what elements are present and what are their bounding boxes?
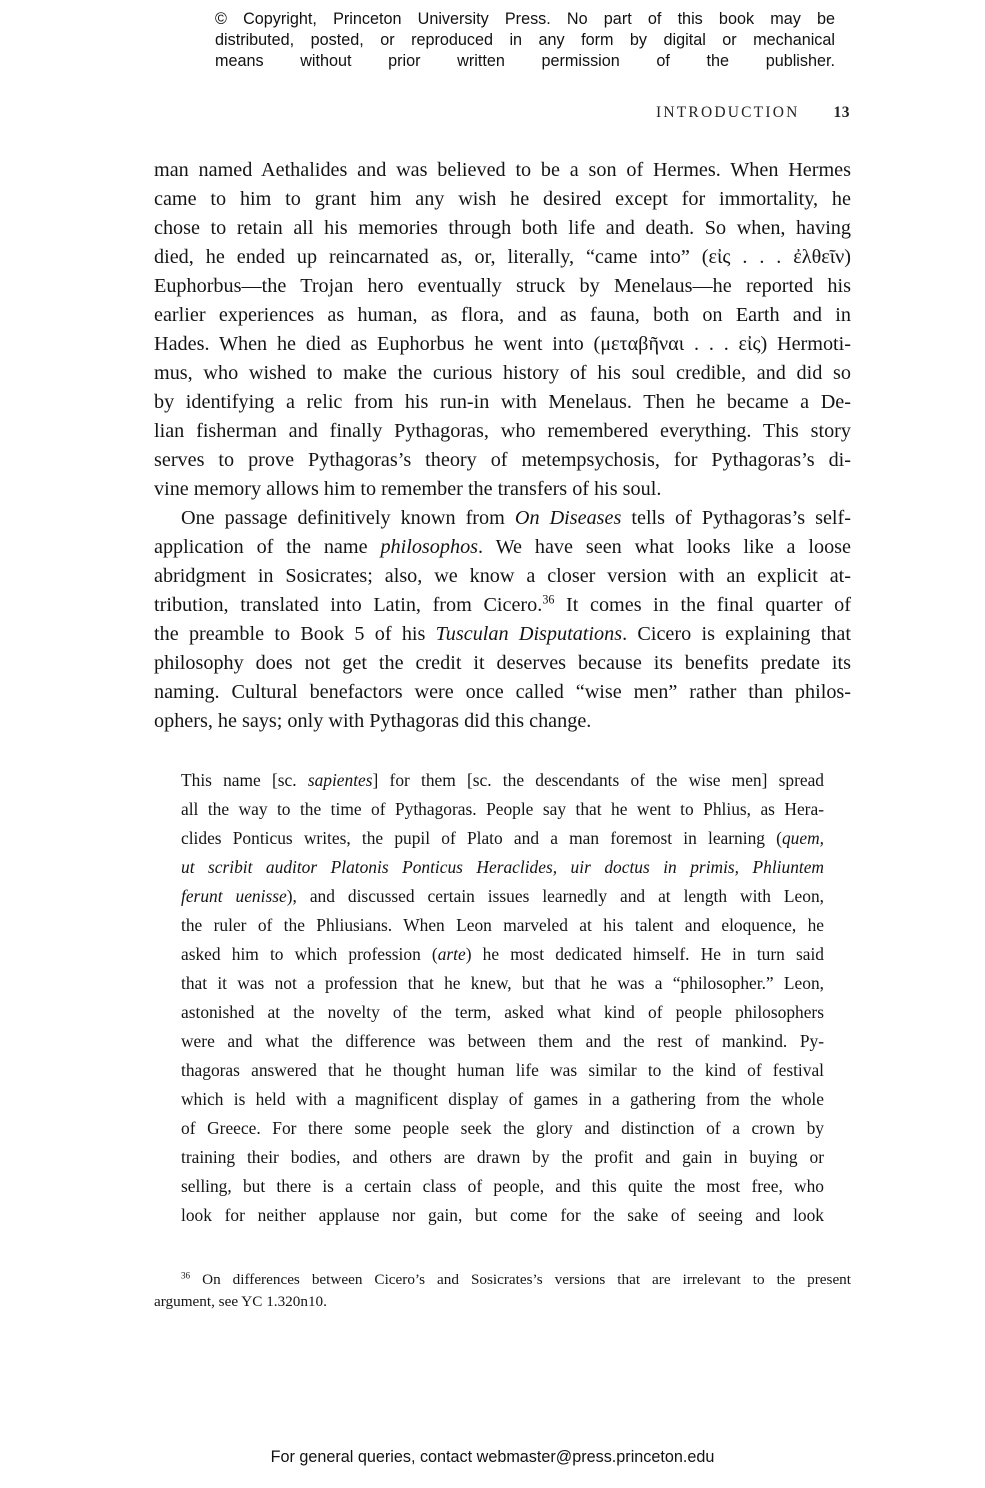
text-run: tells of Pythagoras’s self-: [621, 507, 851, 529]
quote-line: [181, 940, 824, 969]
running-head: [0, 104, 850, 122]
quote-line: were and what the difference was between them and the rest of mankind. Py-: [181, 1031, 824, 1051]
text-line: earlier experiences as human, as flora, and as fauna, both on Earth and in: [154, 304, 851, 326]
text-run: It comes in the final quarter of: [554, 594, 851, 616]
text-run: ), and discussed certain issues learnedly and at length with Leon,: [286, 886, 825, 906]
footnote-number: 36: [181, 1270, 191, 1281]
paragraph: [154, 156, 851, 504]
copyright-notice: [215, 9, 835, 72]
text-line: Euphorbus—the Trojan hero eventually struck by Menelaus—he reported his: [154, 275, 851, 297]
text-line: man named Aethalides and was believed to be a son of Hermes. When Hermes: [154, 159, 851, 181]
page-number: 13: [833, 104, 850, 121]
quote-line: thagoras answered that he thought human life was similar to the kind of festival: [181, 1060, 824, 1080]
text-line: philosophy does not get the credit it deserves because its benefits predate its: [154, 652, 851, 674]
latin-term: sapientes: [307, 770, 373, 790]
text-run: This name [sc.: [181, 770, 308, 790]
quote-line: training their bodies, and others are drawn by the profit and gain in buying or: [181, 1147, 824, 1167]
footnote-line: argument, see YC 1.320n10.: [154, 1293, 327, 1310]
text-line: by identifying a relic from his run-in with Menelaus. Then he became a De-: [154, 391, 851, 413]
quote-line: the ruler of the Phliusians. When Leon marveled at his talent and eloquence, he: [181, 915, 824, 935]
copyright-line: means without prior written permission of the publisher.: [215, 52, 835, 70]
quote-line: [181, 853, 824, 882]
copyright-line: © Copyright, Princeton University Press. No part of this book may be: [215, 10, 835, 28]
text-run: On differences between Cicero’s and Sosicrates’s versions that are irrelevant to the present: [190, 1271, 851, 1288]
quote-line: [181, 882, 824, 911]
quote-line: [181, 766, 824, 795]
body-text: [154, 156, 851, 736]
text-line: serves to prove Pythagoras’s theory of metempsychosis, for Pythagoras’s di-: [154, 449, 851, 471]
book-title: Tusculan Disputations: [435, 623, 623, 645]
text-run: . We have seen what looks like a loose: [478, 536, 852, 558]
quote-line: of Greece. For there some people seek the glory and distinction of a crown by: [181, 1118, 824, 1138]
latin-text: ferunt uenisse: [181, 886, 287, 906]
text-line: mus, who wished to make the curious history of his soul credible, and did so: [154, 362, 851, 384]
text-run: application of the name: [154, 536, 381, 558]
text-line: Hades. When he died as Euphorbus he went into (μεταβῆναι . . . εἰς) Hermoti-: [154, 333, 851, 355]
running-head-section: INTRODUCTION: [656, 104, 800, 121]
quote-line: that it was not a profession that he knew, but that he was a “philosopher.” Leon,: [181, 973, 824, 993]
text-run: . Cicero is explaining that: [622, 623, 852, 645]
quote-line: all the way to the time of Pythagoras. People say that he went to Phlius, as Hera-: [181, 799, 824, 819]
text-line: naming. Cultural benefactors were once called “wise men” rather than philos-: [154, 681, 851, 703]
term: philosophos: [380, 536, 479, 558]
text-line: vine memory allows him to remember the transfers of his soul.: [154, 478, 662, 500]
text-line: [154, 533, 851, 562]
text-run: ] for them [sc. the descendants of the wise men] spread: [372, 770, 824, 790]
text-line: died, he ended up reincarnated as, or, literally, “came into” (εἰς . . . ἐλθεῖν): [154, 246, 851, 268]
quote-line: which is held with a magnificent display of games in a gathering from the whole: [181, 1089, 824, 1109]
latin-text: quem,: [781, 828, 824, 848]
contact-footer: For general queries, contact webmaster@press.princeton.edu: [270, 1448, 715, 1466]
text-line: [154, 591, 851, 620]
paragraph: [154, 504, 851, 736]
footnote: [154, 1269, 851, 1313]
book-title: On Diseases: [514, 507, 622, 529]
text-run: the preamble to Book 5 of his: [154, 623, 436, 645]
footnote-reference: 36: [542, 592, 555, 607]
footnote-line: [154, 1269, 851, 1291]
text-line: ophers, he says; only with Pythagoras did this change.: [154, 710, 592, 732]
quote-line: astonished at the novelty of the term, asked what kind of people philosophers: [181, 1002, 824, 1022]
text-run: asked him to which profession (: [181, 944, 438, 964]
text-line: came to him to grant him any wish he desired except for immortality, he: [154, 188, 851, 210]
text-line: abridgment in Sosicrates; also, we know a closer version with an explicit at-: [154, 565, 851, 587]
block-quote: [181, 766, 824, 1230]
text-run: ) he most dedicated himself. He in turn said: [465, 944, 825, 964]
quote-line: [181, 824, 824, 853]
copyright-line: distributed, posted, or reproduced in any form by digital or mechanical: [215, 31, 835, 49]
latin-text: ut scribit auditor Platonis Ponticus Heraclides, uir doctus in primis, Phliuntem: [181, 857, 824, 877]
text-run: clides Ponticus writes, the pupil of Plato and a man foremost in learning (: [181, 828, 782, 848]
text-line: [154, 504, 851, 533]
text-line: lian fisherman and finally Pythagoras, who remembered everything. This story: [154, 420, 851, 442]
text-line: [154, 620, 851, 649]
text-line: chose to retain all his memories through both life and death. So when, having: [154, 217, 851, 239]
quote-line: selling, but there is a certain class of people, and this quite the most free, who: [181, 1176, 824, 1196]
latin-term: arte: [437, 944, 466, 964]
text-run: tribution, translated into Latin, from Cicero.: [154, 594, 543, 616]
text-run: One passage definitively known from: [181, 507, 515, 529]
quote-line: look for neither applause nor gain, but come for the sake of seeing and look: [181, 1205, 824, 1225]
